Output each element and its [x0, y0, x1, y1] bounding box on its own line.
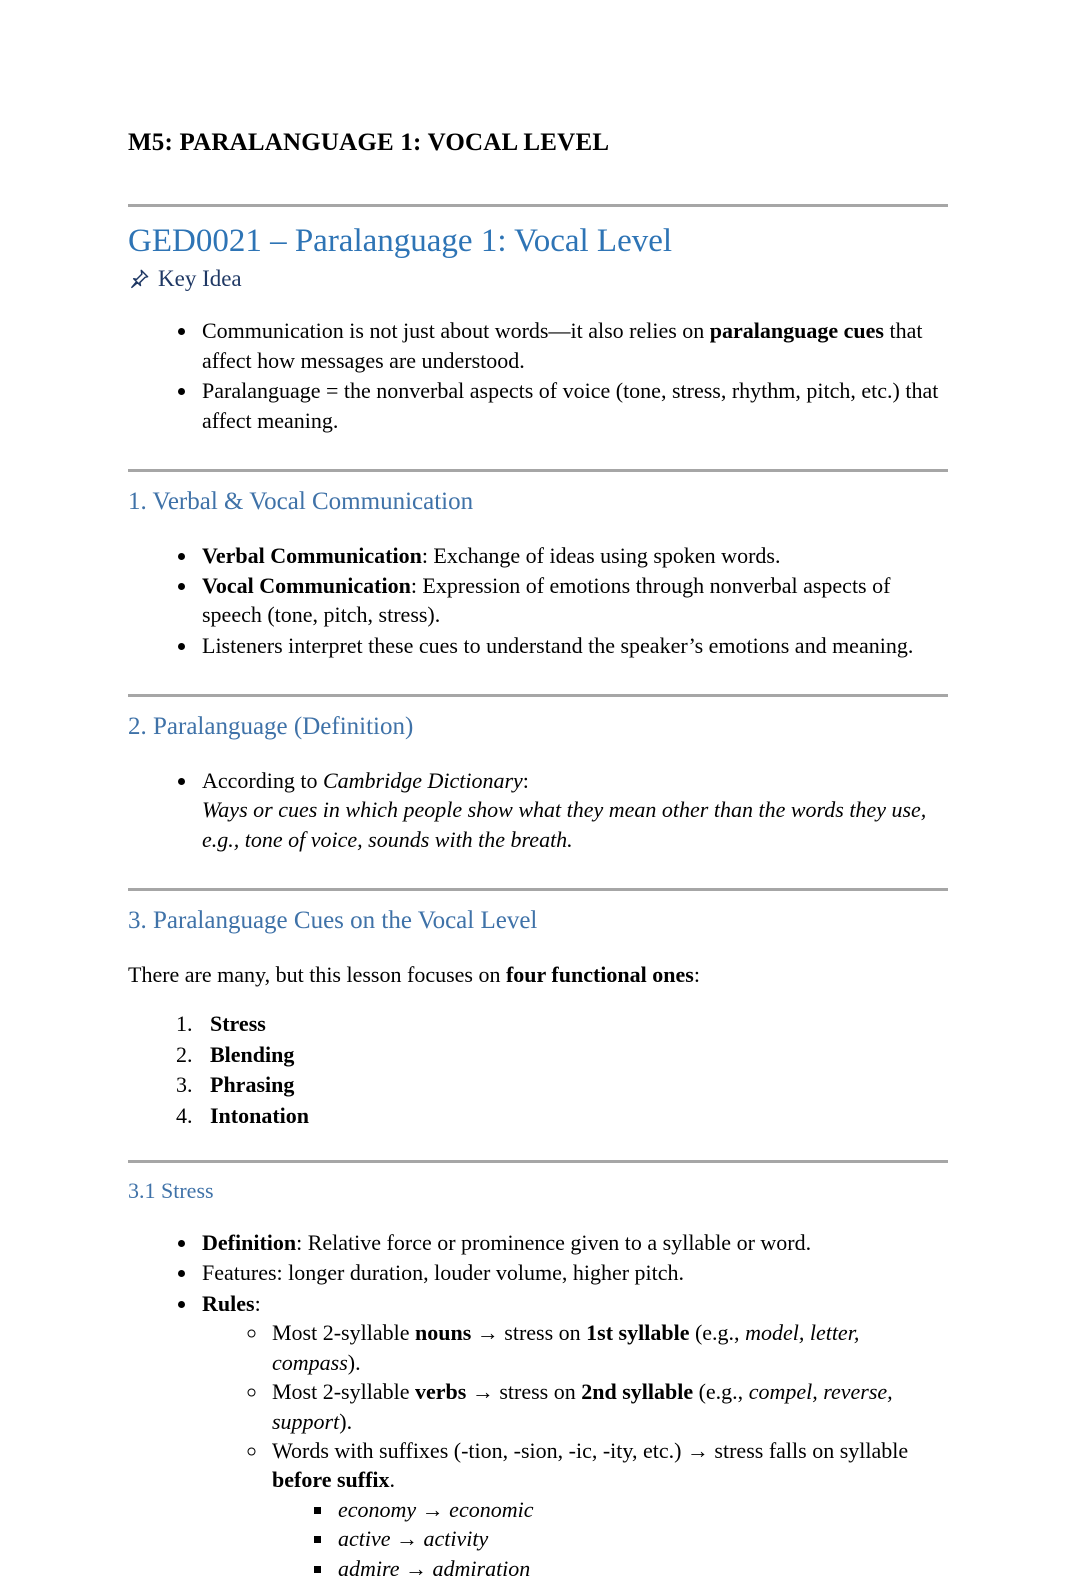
list-item [198, 1101, 948, 1130]
bullet-bold-lead: Vocal Communication [202, 572, 411, 598]
divider-section-2 [128, 694, 948, 697]
list-item [198, 631, 948, 660]
list-item [198, 571, 948, 630]
definition-quote: Ways or cues in which people show what they mean other than the words they use, e.g., tone of voice, sounds with the breath. [202, 797, 927, 852]
stress-rules-list [202, 1318, 948, 1583]
rule-mid: → stress on [471, 1320, 587, 1346]
definition-label: Definition [202, 1229, 297, 1255]
section-1-list [128, 541, 948, 661]
key-idea-bullet-2: Paralanguage = the nonverbal aspects of voice (tone, stress, rhythm, pitch, etc.) that affect meaning. [202, 378, 939, 433]
list-item [334, 1554, 948, 1583]
key-idea-heading [128, 264, 948, 294]
rule-post: (e.g., [689, 1320, 746, 1346]
rule-bold-2: 1st syllable [586, 1320, 690, 1346]
rule-bold-1: verbs [415, 1379, 467, 1405]
numbered-item-label: Stress [210, 1011, 266, 1037]
section-paralanguage-cues [128, 888, 948, 1130]
definition-source: Cambridge Dictionary [322, 767, 523, 793]
list-item [198, 1289, 948, 1583]
list-item [198, 1070, 948, 1099]
rule-bold-1: before suffix [272, 1467, 390, 1493]
list-item [198, 316, 948, 375]
pushpin-icon [128, 268, 150, 290]
section-verbal-vocal-communication [128, 469, 948, 660]
list-item [198, 1009, 948, 1038]
rule-post: (e.g., [693, 1379, 749, 1405]
section-2-list [128, 766, 948, 854]
definition-colon: : [522, 767, 529, 793]
bullet-bold-lead: Verbal Communication [202, 542, 422, 568]
rule-mid: . [389, 1467, 396, 1493]
key-idea-list [128, 316, 948, 435]
bullet-text: Listeners interpret these cues to understand the speaker’s emotions and meaning. [202, 632, 914, 658]
list-item [198, 1228, 948, 1257]
rule-pre: Most 2-syllable [272, 1320, 415, 1346]
bullet-text: : Exchange of ideas using spoken words. [421, 542, 781, 568]
list-item [198, 766, 948, 854]
intro-prefix: There are many, but this lesson focuses on [128, 961, 506, 987]
list-item [268, 1377, 948, 1436]
divider-top [128, 204, 948, 207]
rule-mid: → stress on [466, 1379, 582, 1405]
list-item [334, 1524, 948, 1553]
definition-text: : Relative force or prominence given to a syllable or word. [296, 1229, 812, 1255]
section-heading-2: 2. Paralanguage (Definition) [128, 713, 414, 741]
rule-tail: ). [347, 1349, 361, 1375]
rule-examples: model, letter, compass [272, 1320, 860, 1375]
definition-prefix: According to [202, 767, 323, 793]
numbered-item-label: Blending [210, 1041, 295, 1067]
intro-bold: four functional ones [505, 961, 694, 987]
section-heading-1: 1. Verbal & Vocal Communication [128, 488, 474, 516]
numbered-item-label: Phrasing [210, 1072, 295, 1098]
divider-section-1 [128, 469, 948, 472]
rule-bold-2: 2nd syllable [581, 1379, 694, 1405]
list-item [198, 1040, 948, 1069]
rule-pre: Most 2-syllable [272, 1379, 415, 1405]
suffix-examples-list [272, 1495, 948, 1583]
key-idea-bullet-1-part-3: that affect how messages are understood. [202, 318, 923, 373]
divider-section-3-1 [128, 1160, 948, 1163]
rules-colon: : [254, 1290, 261, 1316]
key-idea-bullet-1-part-1: Communication is not just about words—it also relies on [202, 318, 710, 344]
numbered-item-label: Intonation [210, 1102, 310, 1128]
suffix-example: active → activity [338, 1526, 489, 1552]
divider-section-3 [128, 888, 948, 891]
section-heading-3-1: 3.1 Stress [128, 1178, 214, 1204]
document-heading: GED0021 – Paralanguage 1: Vocal Level [128, 223, 673, 259]
section-heading-3: 3. Paralanguage Cues on the Vocal Level [128, 907, 538, 935]
page-title: M5: PARALANGUAGE 1: VOCAL LEVEL [128, 129, 610, 156]
rules-label: Rules [202, 1290, 255, 1316]
section-3-numbered-list [128, 1009, 948, 1130]
bullet-text: : Expression of emotions through nonverbal aspects of speech (tone, pitch, stress). [202, 572, 891, 628]
list-item [268, 1436, 948, 1583]
section-paralanguage-definition [128, 694, 948, 854]
rule-tail: ). [339, 1408, 353, 1434]
key-idea-bullet-1-bold: paralanguage cues [709, 318, 884, 344]
list-item [198, 541, 948, 570]
list-item [198, 1258, 948, 1287]
section-stress [128, 1160, 948, 1583]
rule-examples: compel, reverse, support [272, 1379, 893, 1434]
section-3-intro [128, 960, 948, 989]
rule-pre: Words with suffixes (-tion, -sion, -ic, -ity, etc.) → stress falls on syllable [272, 1438, 909, 1464]
key-idea-label: Key Idea [158, 266, 242, 292]
list-item [198, 376, 948, 435]
list-item [334, 1495, 948, 1524]
features-text: Features: longer duration, louder volume, higher pitch. [202, 1260, 685, 1286]
stress-list [128, 1228, 948, 1583]
rule-bold-1: nouns [415, 1320, 472, 1346]
suffix-example: economy → economic [338, 1496, 534, 1522]
list-item [268, 1318, 948, 1377]
intro-suffix: : [693, 961, 700, 987]
suffix-example: admire → admiration [338, 1555, 531, 1581]
